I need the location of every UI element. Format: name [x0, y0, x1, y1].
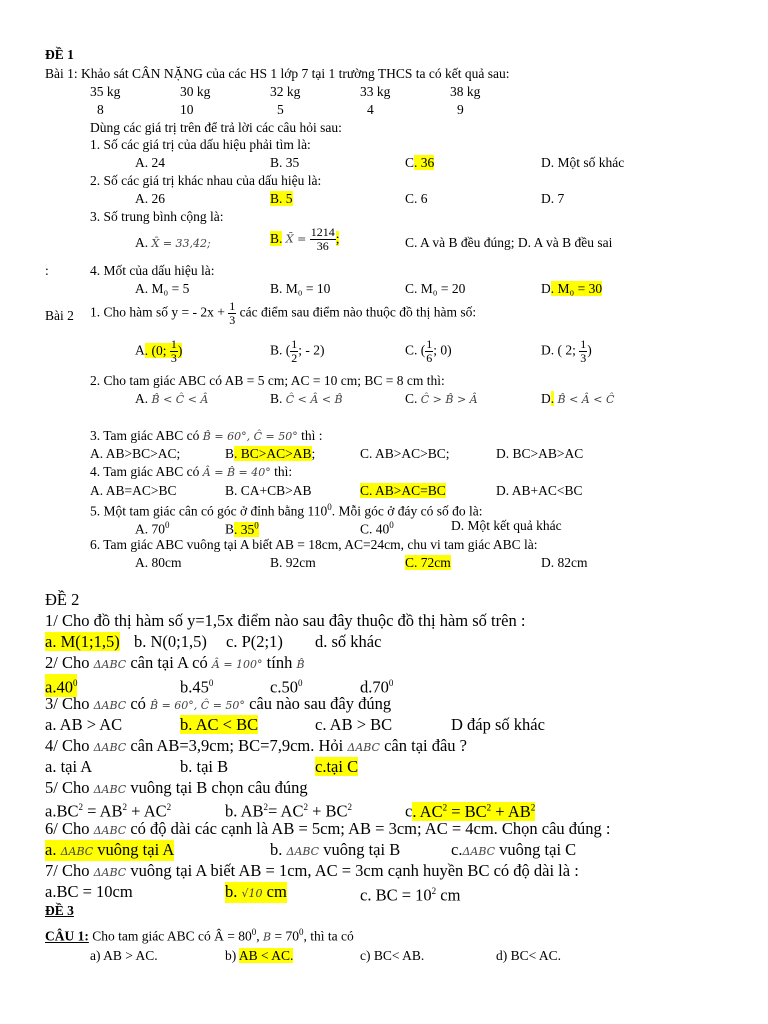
option-b: B. CA+CB>AB: [225, 483, 312, 498]
instruction: Dùng các giá trị trên để trả lời các câu hỏi sau:: [90, 120, 342, 135]
fraction: $\frac{1214}{36}$: [310, 225, 335, 253]
option-a: a) AB > AC.: [90, 948, 158, 963]
de2-question-7: 7/ Cho ΔABC vuông tại A biết AB = 1cm, AC = 3cm cạnh huyền BC có độ dài là :: [45, 861, 579, 880]
option-b-answer: b. AC < BC: [180, 715, 259, 734]
option-b-answer: B. $35^0$: [225, 520, 259, 537]
weight-value: 32 kg: [270, 84, 301, 99]
option-c-answer: c. $AC^2 = BC^2 + AB^2$: [405, 801, 536, 821]
option-b-answer: B. 5: [270, 191, 293, 206]
count-value: 8: [97, 102, 104, 117]
option-c-d: C. A và B đều đúng; D. A và B đều sai: [405, 235, 613, 250]
bai2-question-4: 4. Tam giác ABC có Â = B̂ = 40° thì:: [90, 464, 293, 479]
option-d: D. 82cm: [541, 555, 588, 570]
question-2: 2. Số các giá trị khác nhau của dấu hiệu là:: [90, 173, 322, 188]
option-c: c. AB > BC: [315, 715, 393, 734]
option-c: c.ΔABC vuông tại C: [451, 840, 577, 859]
option-d: $d.70^0$: [360, 677, 394, 697]
option-c: C. ( $\frac{1}{6}$ ; 0): [405, 337, 452, 365]
question-3: 3. Số trung bình cộng là:: [90, 209, 224, 224]
option-c: C. $40^0$: [360, 520, 394, 537]
option-a-answer: $a.40^0$: [45, 674, 77, 697]
option-c: c) BC< AB.: [360, 948, 425, 963]
colon-mark: :: [45, 263, 49, 278]
de2-question-6: 6/ Cho ΔABC có độ dài các cạnh là AB = 5cm; AB = 3cm; AC = 4cm. Chọn câu đúng :: [45, 819, 611, 838]
mean-formula: X̄ = 33,42;: [151, 237, 211, 250]
question-4: 4. Mốt của dấu hiệu là:: [90, 263, 215, 278]
de2-question-5: 5/ Cho ΔABC vuông tại B chọn câu đúng: [45, 778, 308, 797]
option-c: C. Ĉ > B̂ > Â: [405, 391, 478, 406]
option-b: B. ( $\frac{1}{2}$ ; - 2): [270, 337, 325, 365]
option-a: a.BC = 10cm: [45, 882, 133, 901]
option-b-answer: b) AB < AC.: [225, 948, 294, 963]
option-b: $b.45^0$: [180, 677, 214, 697]
option-d: D đáp số khác: [451, 715, 545, 734]
bai2-question-2: 2. Cho tam giác ABC có AB = 5 cm; AC = 10 cm; BC = 8 cm thì:: [90, 373, 445, 388]
option-b: b. $AB^2= AC^2 + BC^2$: [225, 801, 353, 821]
option-c: c. BC = $10^2$ cm: [360, 885, 461, 905]
option-a: A. AB>BC>AC;: [90, 446, 181, 461]
answer-highlight: . M₀ = 30: [550, 281, 603, 296]
option-b-answer: b. √10 cm: [225, 882, 287, 901]
option-c: c. P(2;1): [226, 632, 283, 651]
de2-title: ĐỀ 2: [45, 590, 80, 609]
option-b: b. tại B: [180, 757, 229, 776]
option-b: b. ΔABC vuông tại B: [270, 840, 401, 859]
option-a: A. B̂ < Ĉ < Â: [135, 391, 209, 406]
option-a: a. tại A: [45, 757, 93, 776]
count-value: 9: [457, 102, 464, 117]
bai2-label: Bài 2: [45, 308, 74, 323]
option-d: D. M₀ = 30: [541, 281, 603, 296]
option-d: D. Một kết quả khác: [451, 518, 562, 533]
option-b: B. 92cm: [270, 555, 316, 570]
de1-title: ĐỀ 1: [45, 47, 74, 62]
de2-question-4: 4/ Cho ΔABC cân AB=3,9cm; BC=7,9cm. Hỏi ΔABC cân tại đâu ?: [45, 736, 468, 755]
option-d: d. số khác: [315, 632, 382, 651]
option-d: d) BC< AC.: [496, 948, 562, 963]
de3-title: ĐỀ 3: [45, 903, 74, 918]
option-d: D. 7: [541, 191, 565, 206]
option-c: C. M₀ = 20: [405, 281, 466, 296]
de2-question-2: 2/ Cho ΔABC cân tại A có Â = 100° tính B̂: [45, 653, 305, 672]
bai1-statement: Bài 1: Khảo sát CÂN NẶNG của các HS 1 lớp 7 tại 1 trường THCS ta có kết quả sau:: [45, 66, 510, 81]
option-a-answer: A. (0; $\frac{1}{3}$ ): [135, 337, 183, 365]
option-b: b. N(0;1,5): [134, 632, 207, 651]
option-c: C. 6: [405, 191, 428, 206]
answer-highlight: . 36: [414, 155, 435, 170]
option-d-answer: D. B̂ < Â < Ĉ: [541, 391, 615, 406]
count-value: 4: [367, 102, 374, 117]
option-c-answer: c.tại C: [315, 757, 359, 776]
option-d: D. ( 2; $\frac{1}{3}$ ): [541, 337, 592, 365]
option-c: C. AB>AC>BC;: [360, 446, 450, 461]
option-d: D. BC>AB>AC: [496, 446, 584, 461]
option-a: A. 24: [135, 155, 165, 170]
option-a: $a.BC^2 = AB^2 + AC^2$: [45, 801, 172, 821]
option-b: B. M₀ = 10: [270, 281, 331, 296]
weight-value: 38 kg: [450, 84, 481, 99]
de2-question-1: 1/ Cho đồ thị hàm số y=1,5x điểm nào sau đây thuộc đồ thị hàm số trên :: [45, 611, 526, 630]
option-a: A. M₀ = 5: [135, 281, 190, 296]
option-a: A. AB=AC>BC: [90, 483, 177, 498]
option-d: D. AB+AC<BC: [496, 483, 583, 498]
option-c: C. 36: [405, 155, 435, 170]
option-a: A. 26: [135, 191, 165, 206]
option-a: a. AB > AC: [45, 715, 123, 734]
option-b: B. 35: [270, 155, 300, 170]
option-c-answer: C. AB>AC=BC: [360, 483, 446, 498]
de2-question-3: 3/ Cho ΔABC có B̂ = 60°, Ĉ = 50° câu nào sau đây đúng: [45, 694, 392, 713]
option-b-answer: B. BC>AC>AB;: [225, 446, 316, 461]
weight-value: 30 kg: [180, 84, 211, 99]
count-value: 5: [277, 102, 284, 117]
bai2-question-3: 3. Tam giác ABC có B̂ = 60°, Ĉ = 50° thì :: [90, 428, 323, 443]
question-1: 1. Số các giá trị của dấu hiệu phải tìm là:: [90, 137, 311, 152]
weight-value: 33 kg: [360, 84, 391, 99]
bai2-question-5: 5. Một tam giác cân có góc ở đỉnh bằng $110^0$. Mỗi góc ở đáy có số đo là:: [90, 502, 483, 519]
option-a: A. X̄ = 33,42;: [135, 235, 211, 250]
de3-question-1: CÂU 1: Cho tam giác ABC có Â = $80^0$, $B = 70^0$, thì ta có: [45, 927, 354, 944]
option-c-answer: C. 72cm: [405, 555, 451, 570]
option-a-answer: a. M(1;1,5): [45, 632, 120, 651]
option-c: $c.50^0$: [270, 677, 303, 697]
option-a: A. 80cm: [135, 555, 182, 570]
option-b-answer: B. X̄ = $\frac{1214}{36}$ ;: [270, 225, 340, 253]
count-value: 10: [180, 102, 194, 117]
option-d: D. Một số khác: [541, 155, 625, 170]
option-b: B. Ĉ < Â < B̂: [270, 391, 343, 406]
option-a-answer: a. ΔABC vuông tại A: [45, 840, 175, 859]
option-a: A. $70^0$: [135, 520, 170, 537]
bai2-question-1: 1. Cho hàm số y = - 2x + $\frac{1}{3}$ các điểm sau điểm nào thuộc đồ thị hàm số:: [90, 299, 477, 327]
weight-value: 35 kg: [90, 84, 121, 99]
bai2-question-6: 6. Tam giác ABC vuông tại A biết AB = 18cm, AC=24cm, chu vi tam giác ABC là:: [90, 537, 538, 552]
